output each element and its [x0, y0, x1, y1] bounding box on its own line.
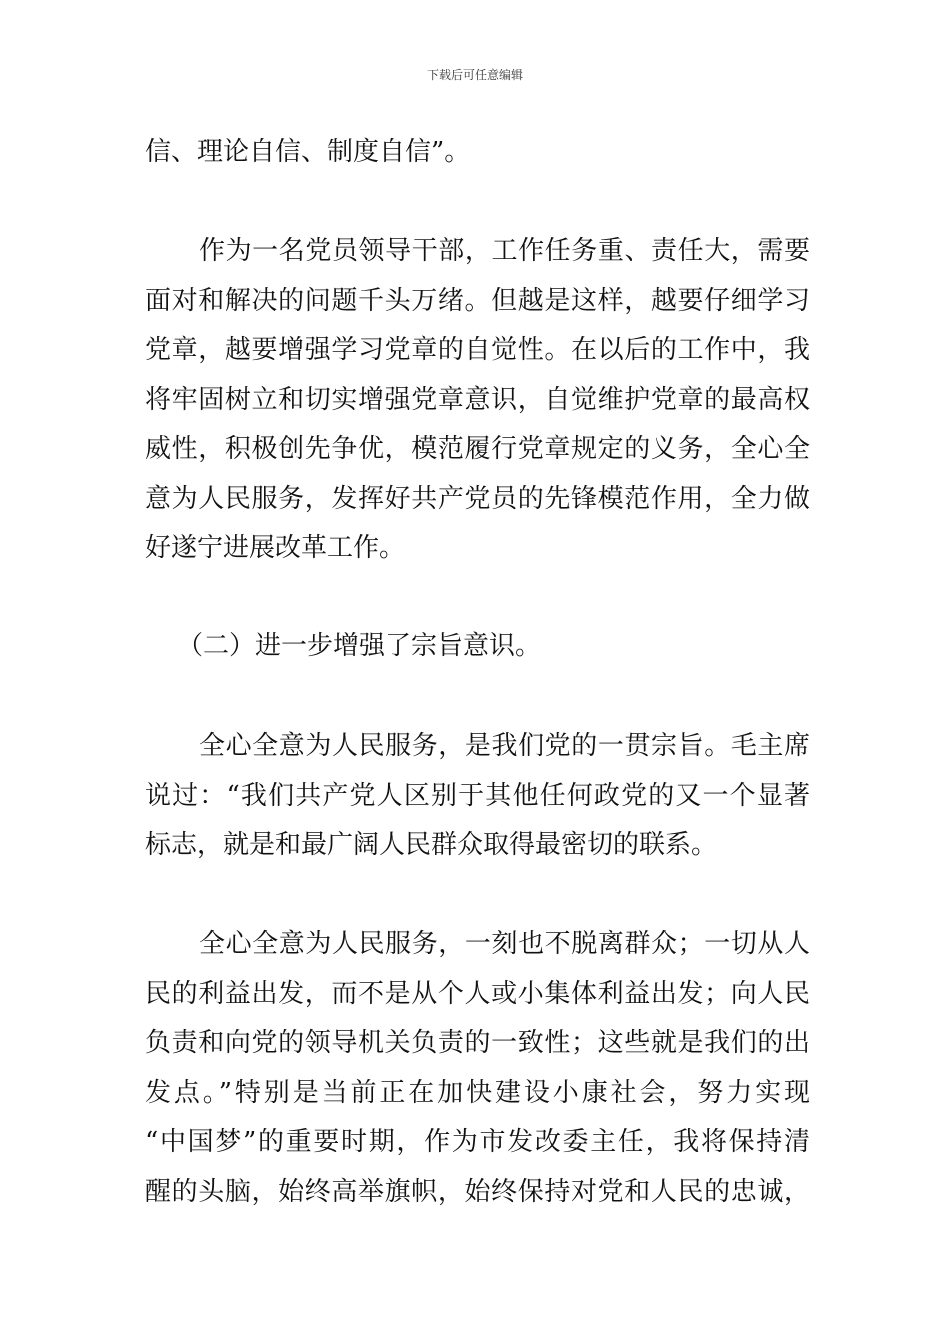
text-line: 党章，越要增强学习党章的自觉性。在以后的工作中，我: [145, 335, 810, 365]
text-line: 面对和解决的问题千头万绪。但越是这样，越要仔细学习: [145, 285, 810, 316]
text-line: 负责和向党的领导机关负责的一致性；这些就是我们的出: [145, 1028, 810, 1058]
text-line: 将牢固树立和切实增强党章意识，自觉维护党章的最高权: [145, 384, 810, 415]
text-line: “中国梦”的重要时期，作为市发改委主任，我将保持清: [145, 1127, 810, 1157]
paragraph-purpose: [145, 722, 810, 871]
paragraph-party-constitution: [145, 227, 810, 574]
section-heading: [145, 622, 810, 672]
text-line: 发点。”特别是当前正在加快建设小康社会，努力实现: [145, 1077, 810, 1108]
text-line: 威性，积极创先争优，模范履行党章规定的义务，全心全: [145, 434, 810, 464]
text-line: 意为人民服务，发挥好共产党员的先锋模范作用，全力做: [145, 483, 810, 514]
text-line: 醒的头脑，始终高举旗帜，始终保持对党和人民的忠诚，: [145, 1176, 810, 1207]
page-header: 下载后可任意编辑: [426, 68, 523, 82]
text-line: 好遂宁进展改革工作。: [145, 533, 406, 563]
text-line: （二）进一步增强了宗旨意识。: [177, 631, 542, 661]
text-line: 民的利益出发，而不是从个人或小集体利益出发；向人民: [145, 978, 810, 1009]
text-line: 全心全意为人民服务，一刻也不脱离群众；一切从人: [199, 929, 810, 959]
text-line: 全心全意为人民服务，是我们党的一贯宗旨。毛主席: [199, 731, 810, 761]
text-line: 作为一名党员领导干部，工作任务重、责任大，需要: [199, 236, 810, 266]
text-line: 说过：“我们共产党人区别于其他任何政党的又一个显著: [145, 780, 810, 811]
text-line: 标志，就是和最广阔人民群众取得最密切的联系。: [145, 830, 718, 860]
paragraph-serve-people: [145, 920, 810, 1217]
text-line: 信、理论自信、制度自信”。: [145, 137, 471, 167]
paragraph-continuation: [145, 128, 810, 178]
